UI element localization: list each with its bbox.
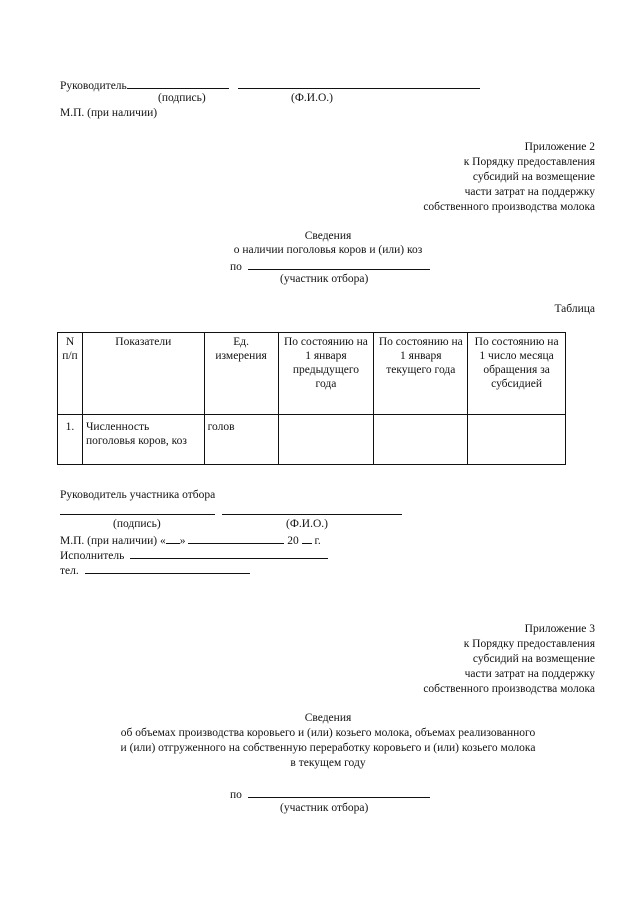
appendix3-participant-caption: (участник отбора) bbox=[280, 802, 369, 814]
participant-sign-caption: (подпись) bbox=[113, 518, 161, 530]
participant-stamp-date bbox=[60, 532, 321, 548]
name-line bbox=[238, 77, 480, 89]
appendix3-line-2: к Порядку предоставления bbox=[463, 638, 595, 650]
executor-line bbox=[130, 547, 328, 559]
year-suffix: г. bbox=[314, 535, 321, 547]
cell-current-year[interactable] bbox=[374, 415, 468, 465]
appendix3-line-5: собственного производства молока bbox=[423, 683, 595, 695]
sign-caption: (подпись) bbox=[158, 92, 206, 104]
cell-request-month[interactable] bbox=[468, 415, 566, 465]
top-signature bbox=[60, 77, 480, 93]
po-label: по bbox=[230, 789, 242, 801]
appendix3-line-1: Приложение 3 bbox=[524, 623, 595, 635]
participant-signatory-title: Руководитель участника отбора bbox=[60, 489, 216, 501]
year-line bbox=[302, 532, 312, 544]
appendix3-subheading-3: в текущем году bbox=[290, 757, 366, 769]
stamp-note: М.П. (при наличии) bbox=[60, 107, 158, 119]
month-line bbox=[188, 532, 284, 544]
table-header-row bbox=[58, 333, 566, 415]
table-row bbox=[58, 415, 566, 465]
appendix2-line-3: субсидий на возмещение bbox=[472, 171, 595, 183]
po-label: по bbox=[230, 261, 242, 273]
header-indicators: Показатели bbox=[82, 333, 204, 415]
appendix3-subheading-1: об объемах производства коровьего и (или) козьего молока, объемах реализованного bbox=[120, 727, 536, 739]
signature-line bbox=[127, 77, 229, 89]
header-prev-year: По состоянию на 1 января предыдущего года bbox=[278, 333, 374, 415]
phone-label: тел. bbox=[60, 565, 79, 577]
header-request-month: По состоянию на 1 число месяца обращения за субсидией bbox=[468, 333, 566, 415]
cell-prev-year[interactable] bbox=[278, 415, 374, 465]
participant-line bbox=[248, 786, 430, 798]
header-number: N п/п bbox=[58, 333, 83, 415]
signatory-title: Руководитель bbox=[60, 80, 127, 92]
participant-sign-line bbox=[60, 503, 215, 515]
name-caption: (Ф.И.О.) bbox=[291, 92, 333, 104]
appendix3-subheading-2: и (или) отгруженного на собственную переработку коровьего и (или) козьего молока bbox=[120, 742, 536, 754]
appendix2-line-5: собственного производства молока bbox=[423, 201, 595, 213]
cell-unit: голов bbox=[204, 415, 278, 465]
participant-signature-lines bbox=[60, 503, 402, 519]
year-prefix: 20 bbox=[287, 535, 299, 547]
livestock-table bbox=[57, 332, 566, 465]
appendix3-po bbox=[230, 786, 430, 802]
cell-indicator: Численность поголовья коров, коз bbox=[82, 415, 204, 465]
participant-line bbox=[248, 258, 430, 270]
cell-number: 1. bbox=[58, 415, 83, 465]
phone-line bbox=[85, 562, 250, 574]
participant-name-caption: (Ф.И.О.) bbox=[286, 518, 328, 530]
appendix2-line-1: Приложение 2 bbox=[524, 141, 595, 153]
phone-row bbox=[60, 562, 250, 578]
header-current-year: По состоянию на 1 января текущего года bbox=[374, 333, 468, 415]
stamp-mid: » bbox=[179, 535, 186, 547]
day-line bbox=[166, 532, 180, 544]
appendix2-participant-caption: (участник отбора) bbox=[280, 273, 369, 285]
appendix2-line-2: к Порядку предоставления bbox=[463, 156, 595, 168]
stamp-prefix: М.П. (при наличии) « bbox=[60, 535, 166, 547]
appendix3-line-4: части затрат на поддержку bbox=[464, 668, 595, 680]
appendix2-line-4: части затрат на поддержку bbox=[464, 186, 595, 198]
table-label: Таблица bbox=[554, 303, 595, 315]
header-unit: Ед. измерения bbox=[204, 333, 278, 415]
appendix2-subheading: о наличии поголовья коров и (или) коз bbox=[233, 244, 423, 256]
executor-label: Исполнитель bbox=[60, 550, 125, 562]
appendix3-heading: Сведения bbox=[304, 712, 352, 724]
executor-row bbox=[60, 547, 328, 563]
participant-name-line bbox=[222, 503, 402, 515]
appendix3-line-3: субсидий на возмещение bbox=[472, 653, 595, 665]
appendix2-heading: Сведения bbox=[304, 230, 352, 242]
